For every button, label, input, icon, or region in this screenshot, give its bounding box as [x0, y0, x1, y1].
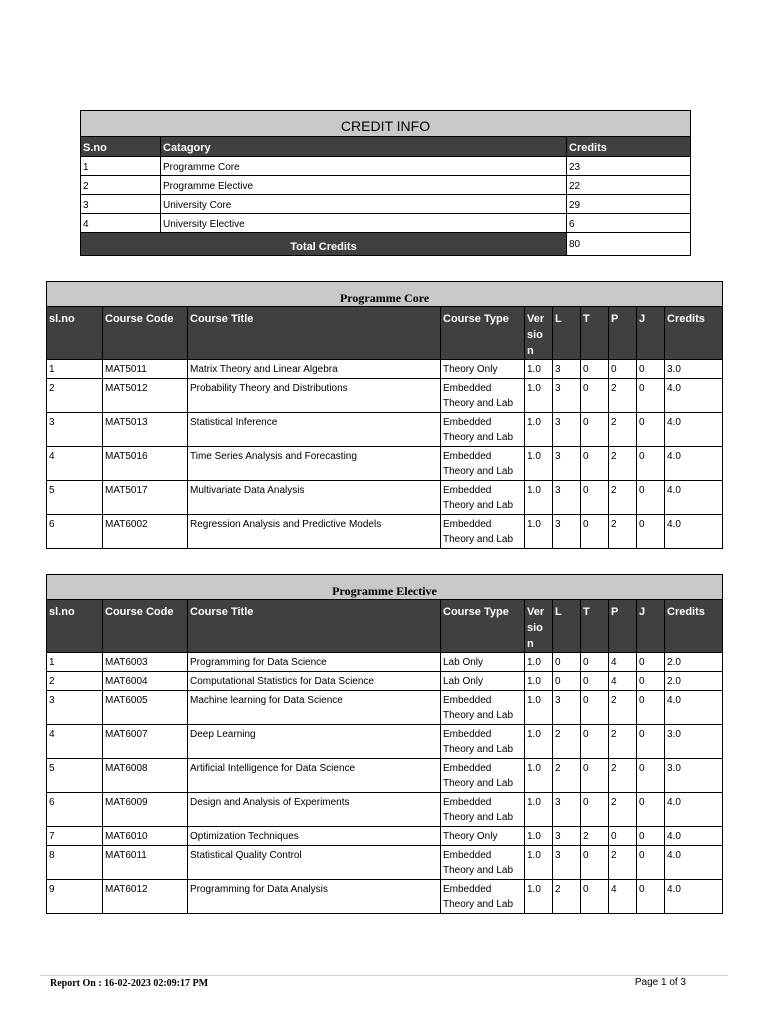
- cell-credits: 2.0: [665, 653, 723, 672]
- header-j: J: [637, 600, 665, 653]
- table-row: [81, 176, 691, 195]
- table-row: [47, 725, 723, 759]
- cell-j: 0: [637, 481, 665, 515]
- table-row: [47, 880, 723, 914]
- cell-p: 2: [609, 793, 637, 827]
- header-course-type: Course Type: [441, 600, 525, 653]
- cell-slno: 6: [47, 793, 103, 827]
- cell-course-code: MAT5012: [103, 379, 188, 413]
- cell-course-code: MAT6011: [103, 846, 188, 880]
- cell-version: 1.0: [525, 653, 553, 672]
- cell-version: 1.0: [525, 880, 553, 914]
- cell-l: 3: [553, 827, 581, 846]
- header-p: P: [609, 307, 637, 360]
- cell-p: 2: [609, 759, 637, 793]
- cell-version: 1.0: [525, 691, 553, 725]
- header-sno: S.no: [81, 137, 161, 157]
- cell-slno: 7: [47, 827, 103, 846]
- cell-t: 0: [581, 360, 609, 379]
- cell-course-title: Regression Analysis and Predictive Models: [188, 515, 441, 549]
- cell-l: 2: [553, 880, 581, 914]
- cell-credits: 4.0: [665, 846, 723, 880]
- cell-version: 1.0: [525, 481, 553, 515]
- cell-category: University Elective: [161, 214, 567, 233]
- cell-p: 2: [609, 379, 637, 413]
- cell-course-title: Time Series Analysis and Forecasting: [188, 447, 441, 481]
- cell-version: 1.0: [525, 725, 553, 759]
- cell-slno: 4: [47, 725, 103, 759]
- cell-category: Programme Elective: [161, 176, 567, 195]
- cell-j: 0: [637, 793, 665, 827]
- cell-course-type: Theory Only: [441, 827, 525, 846]
- cell-l: 3: [553, 515, 581, 549]
- cell-course-code: MAT6009: [103, 793, 188, 827]
- header-version: Ver sio n: [525, 307, 553, 360]
- programme-elective-title-row: [47, 575, 723, 600]
- cell-version: 1.0: [525, 413, 553, 447]
- cell-sno: 1: [81, 157, 161, 176]
- cell-l: 3: [553, 360, 581, 379]
- cell-credits: 2.0: [665, 672, 723, 691]
- cell-credits: 4.0: [665, 413, 723, 447]
- cell-credits: 3.0: [665, 759, 723, 793]
- cell-t: 0: [581, 447, 609, 481]
- cell-p: 2: [609, 846, 637, 880]
- cell-version: 1.0: [525, 759, 553, 793]
- cell-credits: 4.0: [665, 481, 723, 515]
- cell-course-type: Embedded Theory and Lab: [441, 793, 525, 827]
- cell-sno: 3: [81, 195, 161, 214]
- cell-t: 0: [581, 653, 609, 672]
- cell-version: 1.0: [525, 827, 553, 846]
- cell-course-type: Embedded Theory and Lab: [441, 413, 525, 447]
- credit-info-header-row: [81, 137, 691, 157]
- total-credits-row: [81, 233, 691, 256]
- cell-p: 2: [609, 447, 637, 481]
- cell-p: 4: [609, 672, 637, 691]
- table-row: [47, 846, 723, 880]
- table-row: [47, 481, 723, 515]
- table-row: [47, 447, 723, 481]
- cell-t: 0: [581, 880, 609, 914]
- cell-credits: 4.0: [665, 379, 723, 413]
- cell-l: 3: [553, 379, 581, 413]
- table-row: [47, 827, 723, 846]
- cell-t: 0: [581, 759, 609, 793]
- table-row: [47, 379, 723, 413]
- cell-credits: 4.0: [665, 691, 723, 725]
- cell-t: 0: [581, 515, 609, 549]
- cell-course-code: MAT6012: [103, 880, 188, 914]
- header-credits: Credits: [567, 137, 691, 157]
- cell-j: 0: [637, 447, 665, 481]
- cell-course-title: Statistical Quality Control: [188, 846, 441, 880]
- cell-slno: 2: [47, 672, 103, 691]
- cell-course-code: MAT5011: [103, 360, 188, 379]
- cell-version: 1.0: [525, 672, 553, 691]
- page-number: Page 1 of 3: [634, 977, 686, 988]
- footer-divider: [40, 975, 728, 976]
- cell-category: Programme Core: [161, 157, 567, 176]
- cell-j: 0: [637, 846, 665, 880]
- table-row: [47, 691, 723, 725]
- header-l: L: [553, 307, 581, 360]
- header-course-title: Course Title: [188, 307, 441, 360]
- cell-slno: 9: [47, 880, 103, 914]
- cell-j: 0: [637, 672, 665, 691]
- cell-l: 2: [553, 725, 581, 759]
- cell-course-type: Embedded Theory and Lab: [441, 691, 525, 725]
- credit-info-title-row: [81, 111, 691, 137]
- cell-course-code: MAT6004: [103, 672, 188, 691]
- cell-p: 2: [609, 413, 637, 447]
- cell-credits: 3.0: [665, 360, 723, 379]
- header-credits: Credits: [665, 307, 723, 360]
- cell-course-code: MAT5016: [103, 447, 188, 481]
- header-course-type: Course Type: [441, 307, 525, 360]
- cell-course-title: Optimization Techniques: [188, 827, 441, 846]
- cell-course-type: Embedded Theory and Lab: [441, 515, 525, 549]
- cell-credits: 6: [567, 214, 691, 233]
- header-slno: sl.no: [47, 600, 103, 653]
- cell-p: 2: [609, 691, 637, 725]
- cell-version: 1.0: [525, 515, 553, 549]
- cell-credits: 4.0: [665, 447, 723, 481]
- credit-info-table: [80, 110, 691, 256]
- header-slno: sl.no: [47, 307, 103, 360]
- cell-t: 2: [581, 827, 609, 846]
- credit-info-title: CREDIT INFO: [81, 111, 691, 137]
- programme-elective-title: Programme Elective: [47, 575, 723, 600]
- table-row: [47, 759, 723, 793]
- programme-core-title: Programme Core: [47, 282, 723, 307]
- cell-slno: 8: [47, 846, 103, 880]
- cell-course-code: MAT6003: [103, 653, 188, 672]
- header-t: T: [581, 307, 609, 360]
- cell-credits: 29: [567, 195, 691, 214]
- table-row: [81, 214, 691, 233]
- header-p: P: [609, 600, 637, 653]
- cell-l: 3: [553, 691, 581, 725]
- programme-elective-table: [46, 574, 723, 914]
- table-row: [47, 672, 723, 691]
- total-credits-label: Total Credits: [81, 233, 567, 256]
- cell-t: 0: [581, 413, 609, 447]
- cell-j: 0: [637, 759, 665, 793]
- header-j: J: [637, 307, 665, 360]
- header-course-code: Course Code: [103, 600, 188, 653]
- cell-t: 0: [581, 672, 609, 691]
- cell-credits: 4.0: [665, 515, 723, 549]
- cell-l: 0: [553, 653, 581, 672]
- cell-l: 0: [553, 672, 581, 691]
- report-on-timestamp: Report On : 16-02-2023 02:09:17 PM: [50, 978, 209, 989]
- cell-j: 0: [637, 653, 665, 672]
- cell-j: 0: [637, 360, 665, 379]
- cell-j: 0: [637, 827, 665, 846]
- cell-course-code: MAT6005: [103, 691, 188, 725]
- cell-credits: 4.0: [665, 827, 723, 846]
- cell-l: 3: [553, 793, 581, 827]
- cell-course-title: Programming for Data Analysis: [188, 880, 441, 914]
- header-category: Catagory: [161, 137, 567, 157]
- cell-course-title: Statistical Inference: [188, 413, 441, 447]
- cell-l: 2: [553, 759, 581, 793]
- cell-slno: 3: [47, 691, 103, 725]
- table-row: [47, 793, 723, 827]
- cell-course-type: Embedded Theory and Lab: [441, 379, 525, 413]
- cell-slno: 3: [47, 413, 103, 447]
- cell-j: 0: [637, 691, 665, 725]
- cell-p: 4: [609, 653, 637, 672]
- cell-course-code: MAT6007: [103, 725, 188, 759]
- cell-slno: 4: [47, 447, 103, 481]
- cell-credits: 4.0: [665, 793, 723, 827]
- cell-l: 3: [553, 481, 581, 515]
- cell-slno: 5: [47, 759, 103, 793]
- table-row: [47, 653, 723, 672]
- cell-p: 0: [609, 360, 637, 379]
- cell-p: 0: [609, 827, 637, 846]
- cell-j: 0: [637, 880, 665, 914]
- cell-sno: 2: [81, 176, 161, 195]
- cell-t: 0: [581, 379, 609, 413]
- cell-category: University Core: [161, 195, 567, 214]
- cell-j: 0: [637, 725, 665, 759]
- table-row: [81, 195, 691, 214]
- header-l: L: [553, 600, 581, 653]
- cell-l: 3: [553, 846, 581, 880]
- cell-course-title: Machine learning for Data Science: [188, 691, 441, 725]
- cell-slno: 6: [47, 515, 103, 549]
- cell-j: 0: [637, 515, 665, 549]
- cell-l: 3: [553, 447, 581, 481]
- cell-course-title: Probability Theory and Distributions: [188, 379, 441, 413]
- header-course-code: Course Code: [103, 307, 188, 360]
- cell-t: 0: [581, 691, 609, 725]
- cell-course-type: Embedded Theory and Lab: [441, 725, 525, 759]
- cell-sno: 4: [81, 214, 161, 233]
- cell-course-code: MAT6002: [103, 515, 188, 549]
- cell-course-type: Embedded Theory and Lab: [441, 759, 525, 793]
- programme-elective-header-row: [47, 600, 723, 653]
- cell-t: 0: [581, 725, 609, 759]
- cell-course-code: MAT5017: [103, 481, 188, 515]
- cell-l: 3: [553, 413, 581, 447]
- cell-slno: 5: [47, 481, 103, 515]
- cell-course-title: Computational Statistics for Data Science: [188, 672, 441, 691]
- cell-course-title: Deep Learning: [188, 725, 441, 759]
- cell-credits: 22: [567, 176, 691, 195]
- cell-version: 1.0: [525, 379, 553, 413]
- cell-credits: 4.0: [665, 880, 723, 914]
- cell-course-type: Embedded Theory and Lab: [441, 880, 525, 914]
- cell-course-code: MAT5013: [103, 413, 188, 447]
- programme-core-table: [46, 281, 723, 549]
- header-credits: Credits: [665, 600, 723, 653]
- cell-course-title: Matrix Theory and Linear Algebra: [188, 360, 441, 379]
- header-t: T: [581, 600, 609, 653]
- cell-slno: 2: [47, 379, 103, 413]
- cell-j: 0: [637, 413, 665, 447]
- cell-t: 0: [581, 481, 609, 515]
- cell-slno: 1: [47, 653, 103, 672]
- cell-slno: 1: [47, 360, 103, 379]
- programme-core-title-row: [47, 282, 723, 307]
- cell-p: 2: [609, 515, 637, 549]
- cell-course-type: Embedded Theory and Lab: [441, 481, 525, 515]
- cell-t: 0: [581, 793, 609, 827]
- header-version: Ver sio n: [525, 600, 553, 653]
- total-credits-value: 80: [567, 233, 691, 256]
- cell-course-type: Theory Only: [441, 360, 525, 379]
- cell-course-title: Multivariate Data Analysis: [188, 481, 441, 515]
- cell-version: 1.0: [525, 846, 553, 880]
- programme-core-header-row: [47, 307, 723, 360]
- cell-course-type: Embedded Theory and Lab: [441, 447, 525, 481]
- cell-credits: 23: [567, 157, 691, 176]
- cell-p: 2: [609, 481, 637, 515]
- cell-t: 0: [581, 846, 609, 880]
- cell-version: 1.0: [525, 447, 553, 481]
- header-course-title: Course Title: [188, 600, 441, 653]
- table-row: [47, 360, 723, 379]
- table-row: [47, 515, 723, 549]
- cell-credits: 3.0: [665, 725, 723, 759]
- table-row: [47, 413, 723, 447]
- cell-course-type: Lab Only: [441, 653, 525, 672]
- cell-course-type: Embedded Theory and Lab: [441, 846, 525, 880]
- cell-j: 0: [637, 379, 665, 413]
- cell-course-type: Lab Only: [441, 672, 525, 691]
- cell-course-title: Design and Analysis of Experiments: [188, 793, 441, 827]
- cell-course-title: Artificial Intelligence for Data Science: [188, 759, 441, 793]
- cell-version: 1.0: [525, 793, 553, 827]
- cell-course-title: Programming for Data Science: [188, 653, 441, 672]
- cell-p: 4: [609, 880, 637, 914]
- cell-course-code: MAT6010: [103, 827, 188, 846]
- cell-p: 2: [609, 725, 637, 759]
- cell-version: 1.0: [525, 360, 553, 379]
- cell-course-code: MAT6008: [103, 759, 188, 793]
- table-row: [81, 157, 691, 176]
